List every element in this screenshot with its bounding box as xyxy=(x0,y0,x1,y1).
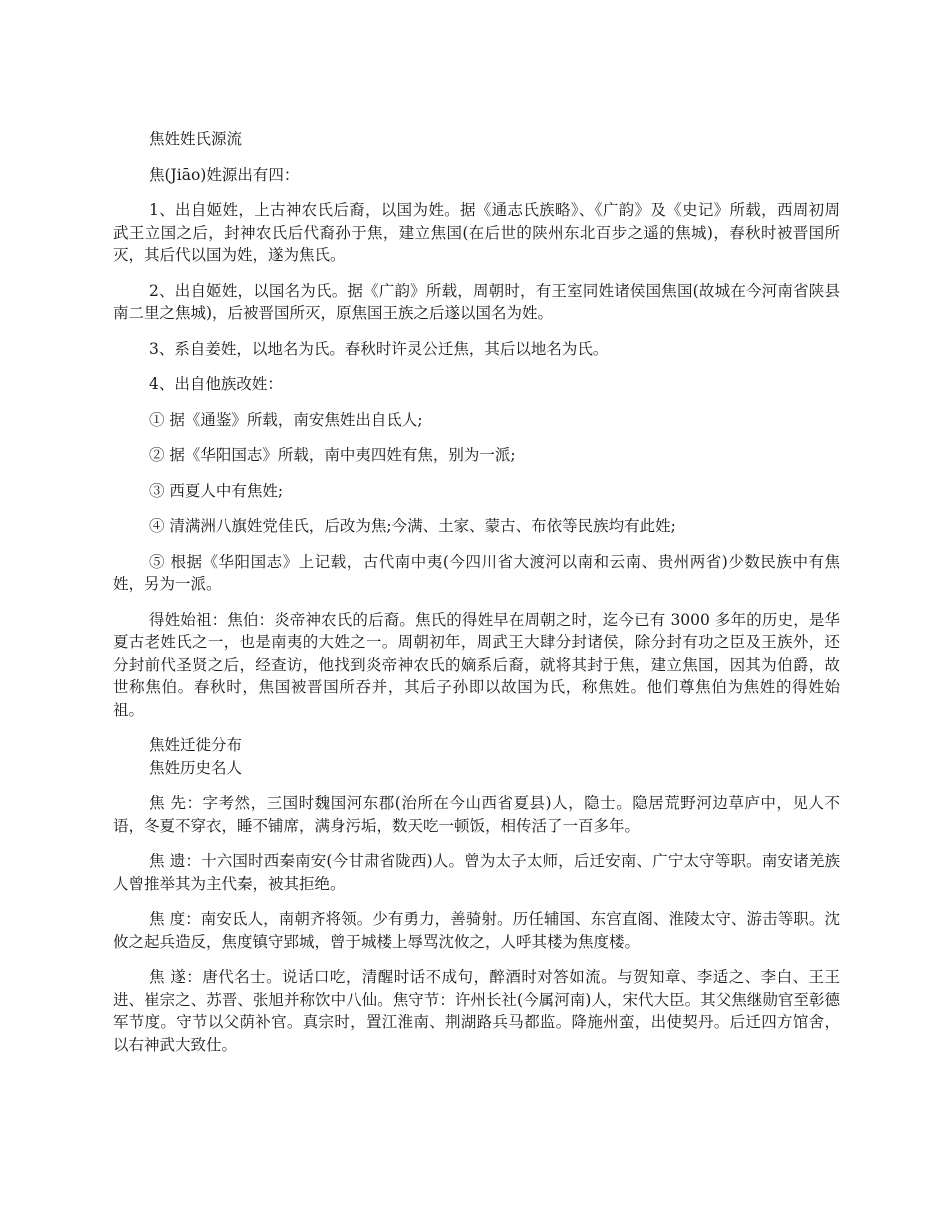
origin-subitem-2: ② 据《华阳国志》所载，南中夷四姓有焦，别为一派; xyxy=(149,446,516,464)
origin-subitem-1: ① 据《通鉴》所载，南安焦姓出自氐人; xyxy=(149,410,423,429)
person-jiao-du: 焦 度：南安氐人，南朝齐将领。少有勇力，善骑射。历任辅国、东宫直阁、淮陵太守、游击等职。沈攸之起兵造反，焦度镇守郢城，曾于城楼上辱骂沈攸之，人呼其楼为焦度楼。 xyxy=(113,910,840,951)
person-jiao-xian: 焦 先：字考然，三国时魏国河东郡(治所在今山西省夏县)人，隐士。隐居荒野河边草庐中，见人不语，冬夏不穿衣，睡不铺席，满身污垢，数天吃一顿饭，相传活了一百多年。 xyxy=(113,794,840,835)
origin-subitem-3: ③ 西夏人中有焦姓; xyxy=(149,481,284,500)
origin-intro: 焦(Jiāo)姓源出有四： xyxy=(149,165,300,184)
document-title: 焦姓姓氏源流 xyxy=(149,130,243,148)
origin-item-4: 4、出自他族改姓： xyxy=(149,375,283,393)
migration-heading: 焦姓迁徙分布 xyxy=(149,736,243,754)
document-page xyxy=(113,128,840,1069)
famous-people-heading: 焦姓历史名人 xyxy=(149,758,243,777)
origin-subitem-5: ⑤ 根据《华阳国志》上记载，古代南中夷(今四川省大渡河以南和云南、贵州两省)少数民族中有焦姓，另为一派。 xyxy=(113,552,840,593)
origin-item-2: 2、出自姬姓，以国名为氏。据《广韵》所载，周朝时，有王室同姓诸侯国焦国(故城在今河南省陕县南二里之焦城)，后被晋国所灭，原焦国王族之后遂以国名为姓。 xyxy=(113,281,840,322)
person-jiao-sui: 焦 遂：唐代名士。说话口吃，清醒时话不成句，醉酒时对答如流。与贺知章、李适之、李白、王王进、崔宗之、苏晋、张旭并称饮中八仙。焦守节：许州长社(今属河南)人，宋代大臣。其父焦继勋官至彰德军节度。守节以父荫补官。真宗时，置江淮南、荆湖路兵马都监。降施州蛮，出使契丹。后迁四方馆舍，以右神武大致仕。 xyxy=(113,968,840,1054)
origin-item-1: 1、出自姬姓，上古神农氏后裔，以国为姓。据《通志氏族略》、《广韵》及《史记》所载，西周初周武王立国之后，封神农氏后代裔孙于焦，建立焦国(在后世的陕州东北百步之遥的焦城)，春秋时被晋国所灭，其后代以国为姓，遂为焦氏。 xyxy=(113,201,840,264)
origin-item-3: 3、系自姜姓，以地名为氏。春秋时许灵公迁焦，其后以地名为氏。 xyxy=(149,339,609,358)
origin-subitem-4: ④ 清满洲八旗姓党佳氏，后改为焦;今满、土家、蒙古、布依等民族均有此姓; xyxy=(149,517,676,535)
surname-ancestor: 得姓始祖：焦伯：炎帝神农氏的后裔。焦氏的得姓早在周朝之时，迄今已有 3000 多年的历史，是华夏古老姓氏之一，也是南夷的大姓之一。周朝初年，周武王大肆分封诸侯，除分封有功之臣及王族外，还分封前代圣贤之后，经查访，他找到炎帝神农氏的嫡系后裔，就将其封于焦，建立焦国，因其为伯爵，故世称焦伯。春秋时，焦国被晋国所吞并，其后子孙即以故国为氏，称焦姓。他们尊焦伯为焦姓的得姓始祖。 xyxy=(113,610,840,719)
person-jiao-yi: 焦 遗：十六国时西秦南安(今甘肃省陇西)人。曾为太子太师，后迁安南、广宁太守等职。南安诸羌族人曾推举其为主代秦，被其拒绝。 xyxy=(113,852,840,893)
